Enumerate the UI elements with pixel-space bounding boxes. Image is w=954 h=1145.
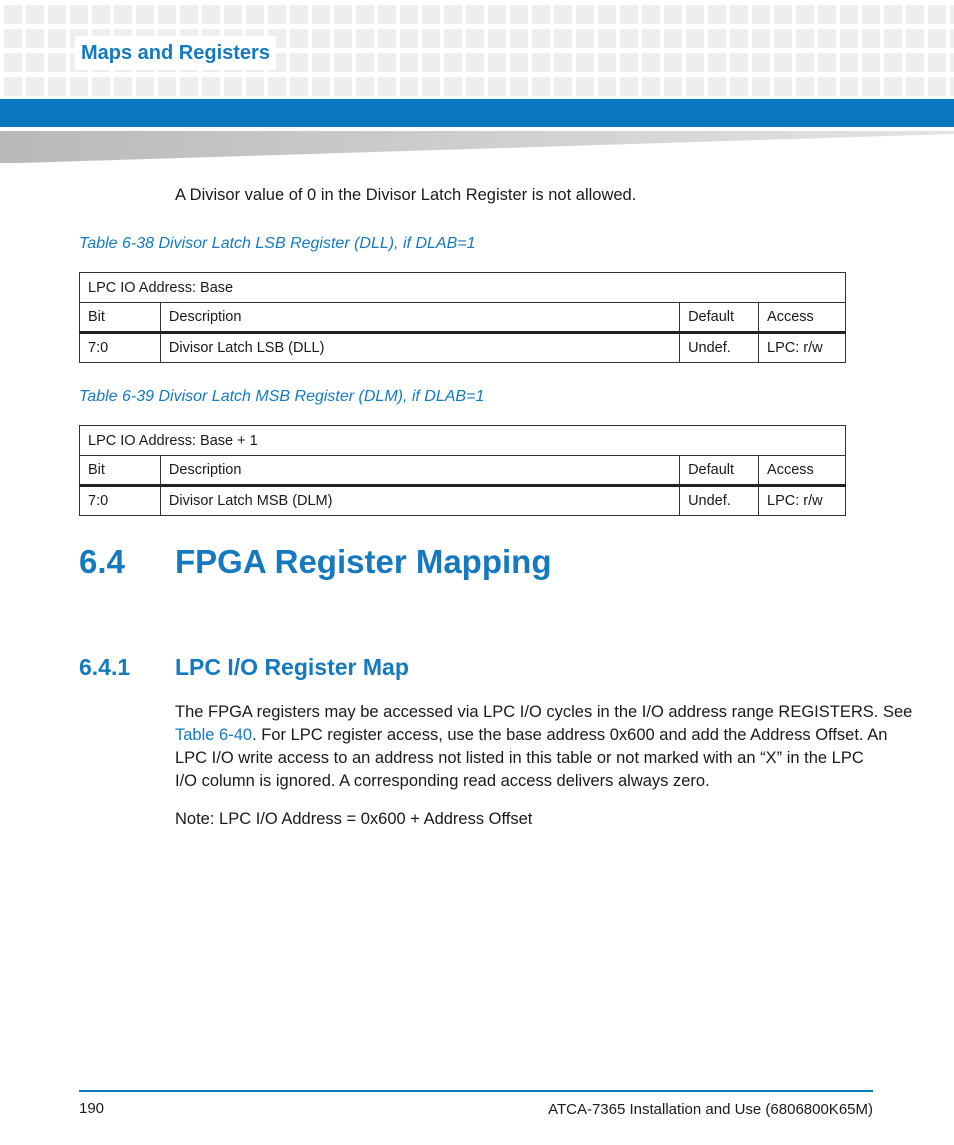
column-header: Access: [759, 456, 846, 486]
column-header: Default: [680, 456, 759, 486]
divisor-note: A Divisor value of 0 in the Divisor Latch Register is not allowed.: [175, 186, 637, 204]
section-heading: [79, 543, 551, 581]
table-cell: Divisor Latch LSB (DLL): [160, 333, 679, 363]
table-cell: LPC: r/w: [759, 486, 846, 516]
table-6-40-link[interactable]: Table 6-40: [175, 726, 253, 744]
paragraph-line: LPC I/O write access to an address not listed in this table or not marked with an “X” in the LPC: [175, 749, 864, 767]
address-note: Note: LPC I/O Address = 0x600 + Address Offset: [175, 810, 533, 828]
subsection-number: 6.4.1: [79, 654, 131, 680]
header-gray-swoosh: [0, 131, 954, 163]
table-cell: LPC: r/w: [759, 333, 846, 363]
paragraph-text: . For LPC register access, use the base address 0x600 and add the Address Offset. An: [252, 726, 888, 744]
document-title: ATCA-7365 Installation and Use (6806800K65M): [548, 1101, 873, 1118]
section-number: 6.4: [79, 543, 125, 580]
running-header: Maps and Registers: [75, 36, 276, 70]
subsection-heading: [79, 654, 409, 681]
table-cell: Divisor Latch MSB (DLM): [160, 486, 679, 516]
subsection-title: LPC I/O Register Map: [175, 654, 409, 680]
column-header: Bit: [80, 456, 161, 486]
paragraph-line: I/O column is ignored. A corresponding read access delivers always zero.: [175, 772, 710, 790]
column-header: Access: [759, 303, 846, 333]
register-map-paragraph: [175, 701, 912, 793]
dll-register-table: [79, 272, 846, 363]
table-cell: Undef.: [680, 333, 759, 363]
section-title: FPGA Register Mapping: [175, 543, 552, 580]
column-header: Default: [680, 303, 759, 333]
table-cell: 7:0: [80, 486, 161, 516]
paragraph-line: [175, 724, 912, 747]
table-address: LPC IO Address: Base + 1: [80, 426, 846, 456]
table-cell: Undef.: [680, 486, 759, 516]
dlm-register-table: [79, 425, 846, 516]
table-row: [80, 486, 846, 516]
table-address: LPC IO Address: Base: [80, 273, 846, 303]
header-blue-bar: [0, 99, 954, 127]
column-header: Description: [160, 303, 679, 333]
table-row: [80, 333, 846, 363]
table-caption-dll: Table 6-38 Divisor Latch LSB Register (DLL), if DLAB=1: [79, 235, 476, 252]
table-caption-dlm: Table 6-39 Divisor Latch MSB Register (DLM), if DLAB=1: [79, 388, 485, 405]
column-header: Description: [160, 456, 679, 486]
column-header: Bit: [80, 303, 161, 333]
footer-rule: [79, 1090, 873, 1092]
page-number: 190: [79, 1100, 105, 1117]
table-cell: 7:0: [80, 333, 161, 363]
paragraph-line: The FPGA registers may be accessed via LPC I/O cycles in the I/O address range REGISTERS. See: [175, 703, 913, 721]
